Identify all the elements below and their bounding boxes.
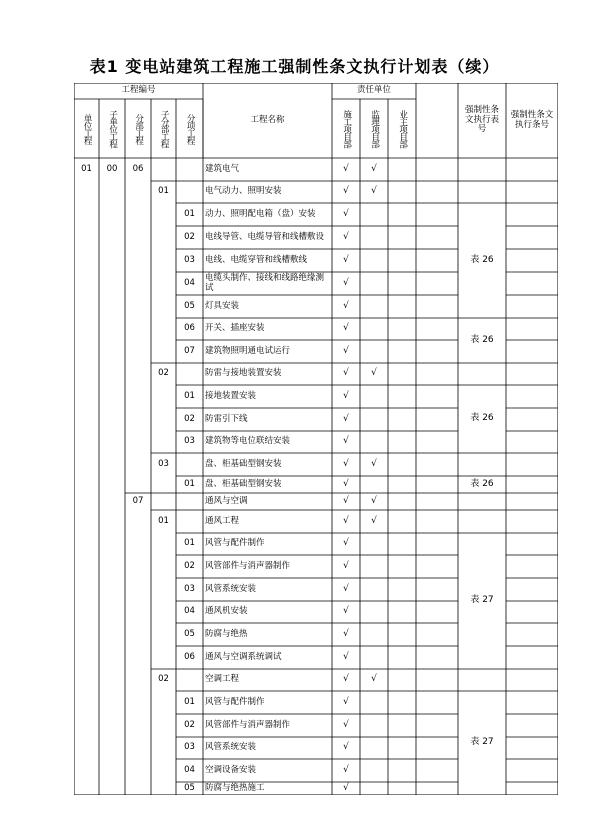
construction-check: √ [343,764,349,775]
project-name-cell: 电气动力、照明安装 [205,186,282,197]
sub-division-code: 03 [158,458,169,469]
construction-check: √ [343,413,349,424]
unit-header: 单位工程 [82,113,93,144]
division-code: 06 [132,163,144,174]
item-code: 01 [184,208,195,219]
project-name-cell: 盘、柜基础型钢安装 [205,458,282,469]
item-code: 02 [184,231,195,242]
item-header: 分项工程 [185,113,196,144]
supervision-check: √ [371,674,377,685]
item-code: 01 [184,538,195,549]
table-ref: 表 27 [470,595,494,606]
sub-division-code: 01 [158,515,169,526]
construction-check: √ [343,458,349,469]
supervision-check: √ [371,495,377,506]
item-code: 07 [184,345,195,356]
project-name-cell: 盘、柜基础型钢安装 [205,478,282,489]
page-title: 表1 变电站建筑工程施工强制性条文执行计划表（续） [89,57,500,76]
item-code: 01 [184,390,195,401]
item-code: 01 [184,696,195,707]
item-code: 06 [184,323,195,334]
table-ref: 表 26 [470,413,494,424]
construction-check: √ [343,390,349,401]
project-name-cell: 动力、照明配电箱（盘）安装 [205,208,316,219]
construction-check: √ [343,277,349,288]
project-name-cell: 通风与空调 [205,495,248,506]
construction-check: √ [343,674,349,685]
item-code: 05 [184,300,195,311]
project-name-header: 工程名称 [250,114,285,125]
construction-check: √ [343,478,349,489]
supervision-check: √ [371,368,377,379]
project-name-cell: 电线、电缆穿管和线槽敷线 [205,254,308,265]
construction-check: √ [343,208,349,219]
unit-code: 01 [81,163,92,174]
project-name-cell: 开关、插座安装 [205,323,265,334]
supervision-check: √ [371,163,377,174]
item-code: 03 [184,742,195,753]
item-code: 06 [184,651,195,662]
construction-check: √ [343,719,349,730]
project-name-cell: 风管部件与消声器制作 [205,560,291,571]
construction-check: √ [343,254,349,265]
responsible-unit-header: 责任单位 [356,85,391,96]
construction-check: √ [343,560,349,571]
table-ref: 表 26 [470,334,494,345]
project-name-cell: 防腐与绝热 [205,628,248,639]
division-code: 07 [132,495,144,506]
col-header-construction [332,99,360,158]
construction-header: 施工项目部 [341,109,352,148]
project-name-cell: 防腐与绝热施工 [205,782,265,793]
construction-check: √ [343,782,349,793]
col-header-sub-unit-header [99,99,125,158]
supervision-check: √ [371,186,377,197]
project-name-cell: 建筑电气 [205,163,240,174]
construction-check: √ [343,231,349,242]
item-code: 02 [184,413,195,424]
construction-check: √ [343,742,349,753]
project-name-cell: 空调工程 [205,674,240,685]
project-name-cell: 接地装置安装 [205,390,257,401]
construction-check: √ [343,436,349,447]
division-header: 分部工程 [133,113,144,144]
table-ref: 表 27 [470,737,494,748]
project-name-cell: 防雷与接地装置安装 [205,368,282,379]
sub-unit-header: 子单位工程 [107,109,118,148]
construction-check: √ [343,368,349,379]
item-code: 02 [184,560,195,571]
project-name-cell: 风管系统安装 [205,583,257,594]
item-code: 05 [184,782,195,793]
construction-check: √ [343,323,349,334]
supervision-check: √ [371,458,377,469]
item-code: 04 [184,764,195,775]
item-code: 03 [184,436,195,447]
sub-unit-code: 00 [106,163,118,174]
project-name-cell: 通风与空调系统调试 [205,651,282,662]
construction-check: √ [343,696,349,707]
project-name-cell: 建筑物等电位联结安装 [205,436,291,447]
project-name-cell: 电线导管、电缆导管和线槽敷设 [205,231,325,242]
plan-table [74,83,558,795]
owner-header: 业主项目部 [397,109,408,148]
project-name-cell: 风管与配件制作 [205,538,265,549]
supervision-header: 监理项目部 [369,109,380,148]
article-no-header: 强制性条文执行条号 [510,110,554,130]
construction-check: √ [343,163,349,174]
table-ref: 表 26 [470,478,494,489]
sub-division-header: 子分部工程 [159,109,170,148]
col-header-unit-header [74,99,99,158]
project-code-header: 工程编号 [121,85,156,96]
item-code: 02 [184,719,195,730]
item-code: 04 [184,606,195,617]
construction-check: √ [343,345,349,356]
construction-check: √ [343,300,349,311]
project-name-cell: 防雷引下线 [205,413,248,424]
col-header-supervision [360,99,388,158]
construction-check: √ [343,515,349,526]
sub-division-code: 01 [158,186,169,197]
item-code: 03 [184,254,195,265]
sub-division-code: 02 [158,674,169,685]
col-header-division-header [125,99,151,158]
construction-check: √ [343,651,349,662]
construction-check: √ [343,583,349,594]
sub-division-code: 02 [158,368,169,379]
project-name-cell: 通风工程 [205,515,240,526]
col-header-owner [388,99,416,158]
project-name-cell: 风管系统安装 [205,742,257,753]
item-code: 01 [184,478,195,489]
construction-check: √ [343,628,349,639]
construction-check: √ [343,186,349,197]
project-name-cell: 空调设备安装 [205,764,257,775]
construction-check: √ [343,606,349,617]
project-name-cell: 风管与配件制作 [205,696,265,707]
table-no-header: 强制性条文执行表号 [464,105,499,135]
project-name-cell: 风管部件与消声器制作 [205,719,291,730]
construction-check: √ [343,538,349,549]
project-name-cell: 灯具安装 [205,300,240,311]
col-header-item-header [176,99,203,158]
item-code: 05 [184,628,195,639]
item-code: 04 [184,277,195,288]
item-code: 03 [184,583,195,594]
table-ref: 表 26 [470,254,494,265]
supervision-check: √ [371,515,377,526]
project-name-cell: 建筑物照明通电试运行 [205,345,291,356]
construction-check: √ [343,495,349,506]
project-name-cell: 通风机安装 [205,606,248,617]
col-header-sub-division-header [151,99,176,158]
project-name-cell: 电缆头制作、接线和线路绝缘测试 [205,273,325,293]
